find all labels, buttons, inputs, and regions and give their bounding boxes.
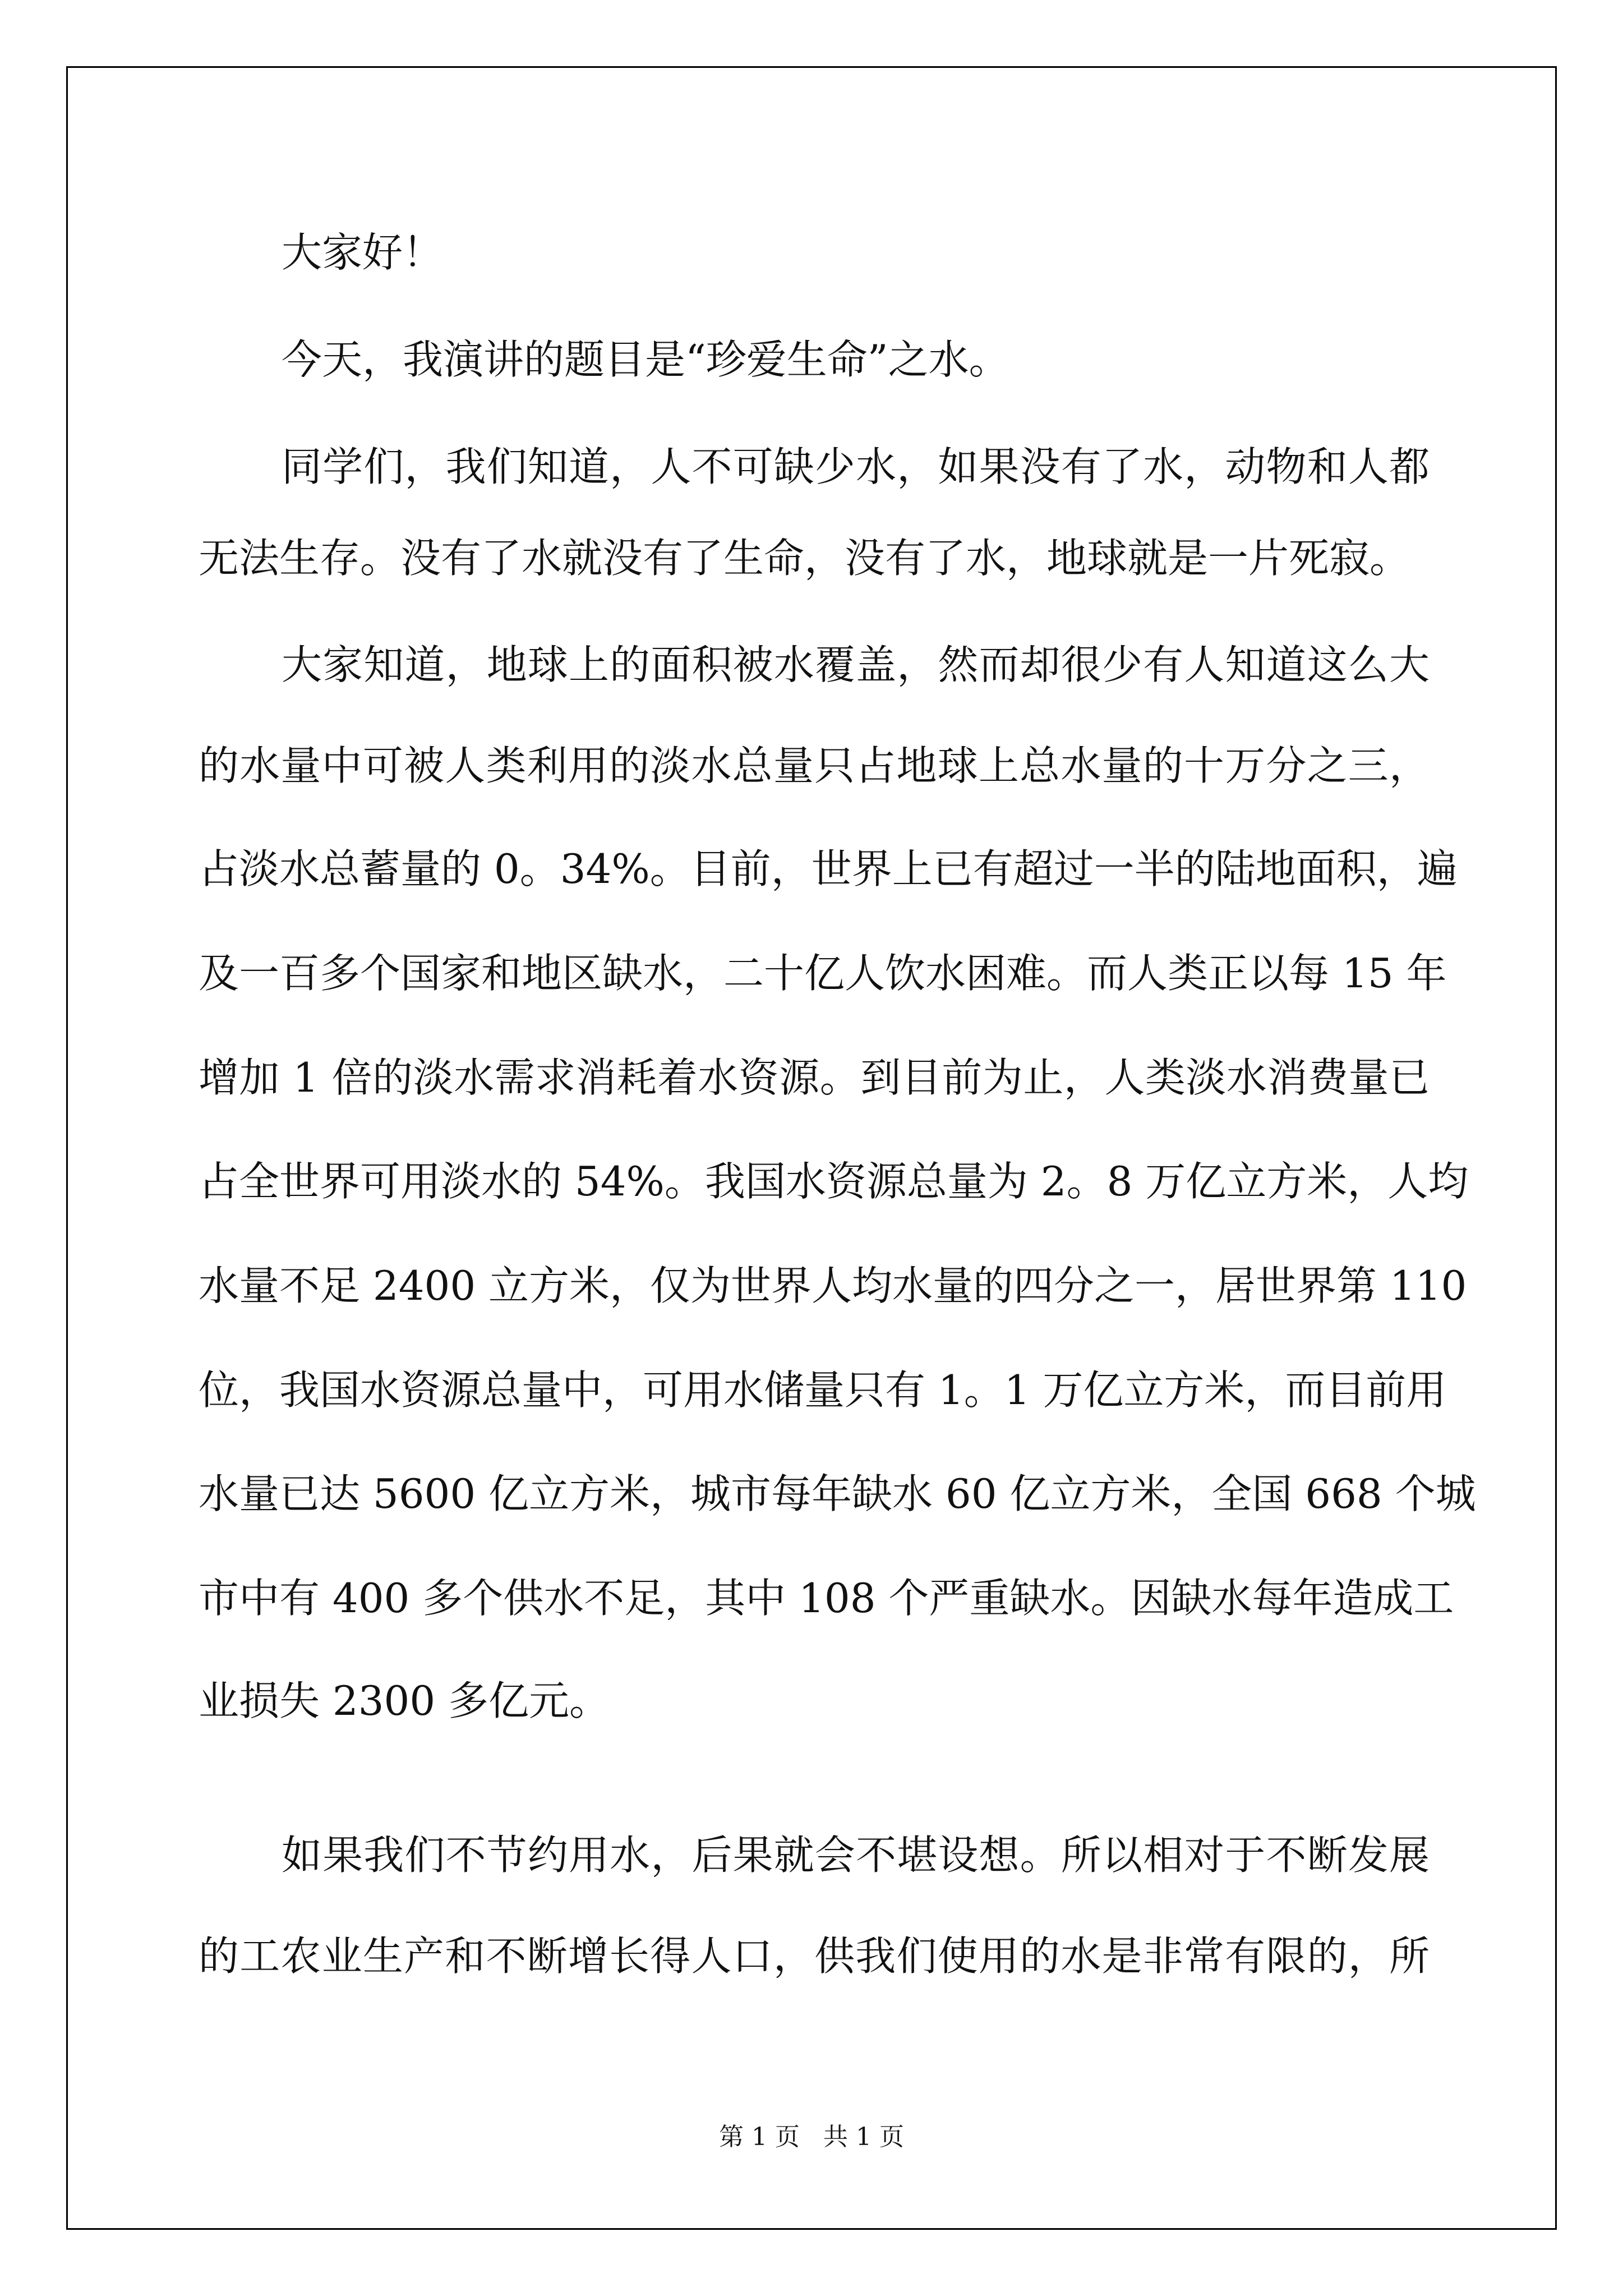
paragraph-line: 的工农业生产和不断增长得人口，供我们使用的水是非常有限的，所 <box>199 1932 1430 1980</box>
paragraph-line: 同学们，我们知道，人不可缺少水，如果没有了水，动物和人都 <box>282 443 1430 490</box>
paragraph-line: 占全世界可用淡水的 54%。我国水资源总量为 2。8 万亿立方米，人均 <box>199 1158 1469 1205</box>
paragraph-line: 水量已达 5600 亿立方米，城市每年缺水 60 亿立方米，全国 668 个城 <box>199 1470 1476 1517</box>
paragraph-greeting: 大家好！ <box>282 229 444 276</box>
page-border <box>66 66 1557 2230</box>
paragraph-line: 无法生存。没有了水就没有了生命，没有了水，地球就是一片死寂。 <box>199 535 1410 582</box>
paragraph-line: 大家知道，地球上的面积被水覆盖，然而却很少有人知道这么大 <box>282 641 1430 688</box>
paragraph-line: 增加 1 倍的淡水需求消耗着水资源。到目前为止，人类淡水消费量已 <box>199 1054 1430 1101</box>
paragraph-line: 位，我国水资源总量中，可用水储量只有 1。1 万亿立方米，而目前用 <box>199 1366 1447 1414</box>
paragraph-line: 及一百多个国家和地区缺水，二十亿人饮水困难。而人类正以每 15 年 <box>199 950 1447 997</box>
page-footer <box>0 2120 1623 2154</box>
paragraph-line: 水量不足 2400 立方米，仅为世界人均水量的四分之一，居世界第 110 <box>199 1262 1467 1309</box>
paragraph-line: 占淡水总蓄量的 0。34%。目前，世界上已有超过一半的陆地面积，遍 <box>199 845 1458 892</box>
page-number: 第 1 页 <box>719 2123 800 2151</box>
page-total: 共 1 页 <box>823 2123 904 2151</box>
paragraph-line: 的水量中可被人类利用的淡水总量只占地球上总水量的十万分之三， <box>199 742 1430 789</box>
paragraph-topic: 今天，我演讲的题目是“珍爱生命”之水。 <box>282 336 1009 383</box>
paragraph-line: 业损失 2300 多亿元。 <box>199 1677 610 1724</box>
paragraph-line: 如果我们不节约用水，后果就会不堪设想。所以相对于不断发展 <box>282 1832 1430 1879</box>
paragraph-line: 市中有 400 多个供水不足，其中 108 个严重缺水。因缺水每年造成工 <box>199 1575 1454 1622</box>
